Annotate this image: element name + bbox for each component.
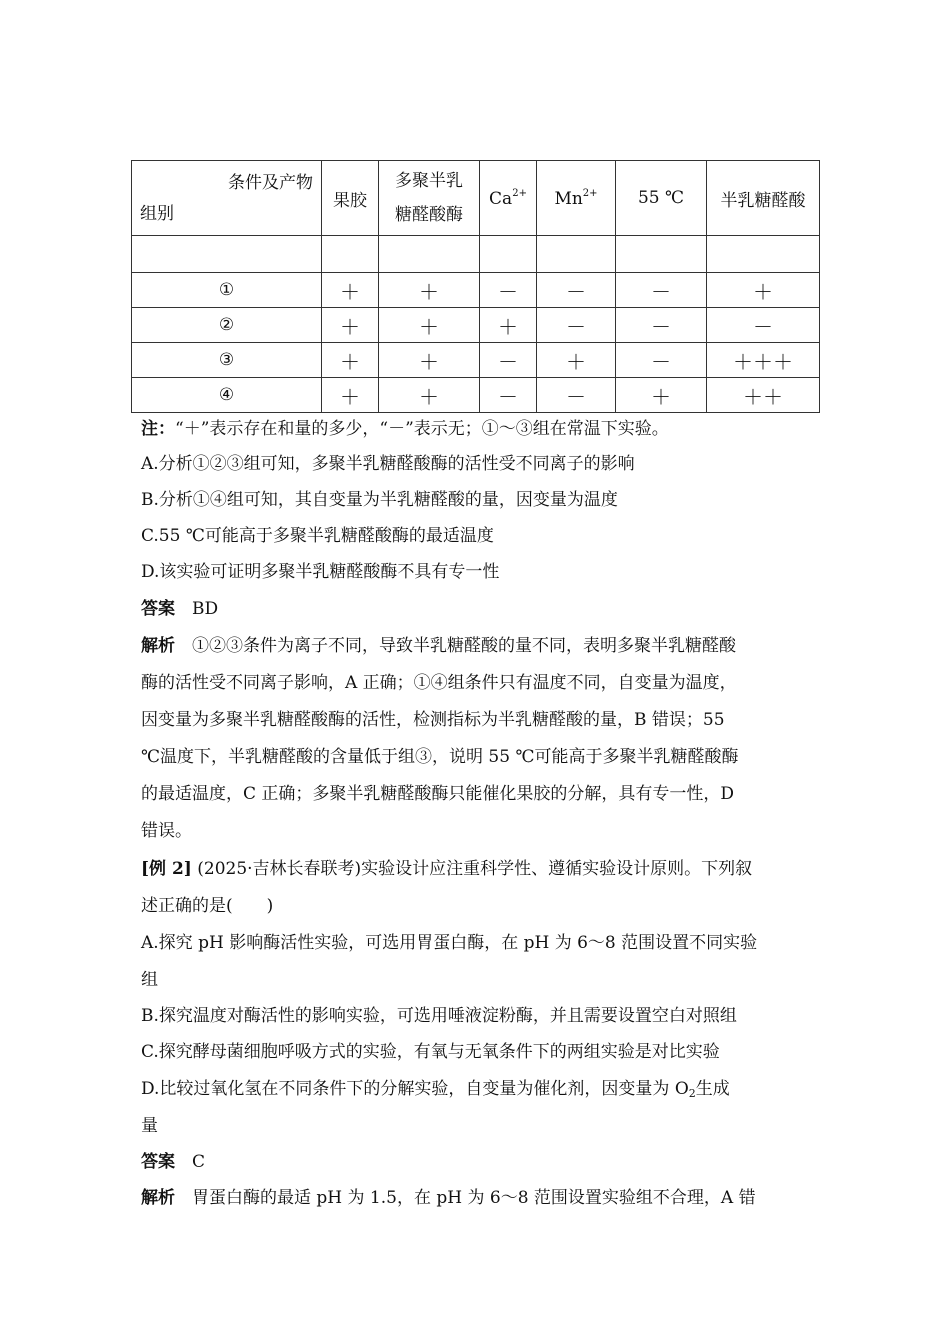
table-cell: ＋ (480, 308, 537, 343)
group-cell: ① (132, 273, 322, 308)
table-cell: ＋ (322, 343, 379, 378)
header-manganese: $Mn^{2+}$ (537, 161, 616, 236)
table-cell: ＋＋ (707, 378, 820, 413)
table-cell: － (480, 378, 537, 413)
experiment-table-container (131, 160, 819, 413)
table-row (132, 343, 820, 378)
table-cell: ＋ (379, 308, 480, 343)
group-cell: ④ (132, 378, 322, 413)
header-pectin: 果胶 (322, 161, 379, 236)
table-cell: ＋ (322, 273, 379, 308)
table-row (132, 308, 820, 343)
table-header-row (132, 161, 820, 236)
q1-analysis-line: 解析 ①②③条件为离子不同，导致半乳糖醛酸的量不同，表明多聚半乳糖醛酸 (141, 636, 736, 656)
q1-option-b: B.分析①④组可知，其自变量为半乳糖醛酸的量，因变量为温度 (141, 490, 618, 510)
q2-option-d: D.比较过氧化氢在不同条件下的分解实验，自变量为催化剂，因变量为 $O_2$生成 (141, 1079, 730, 1100)
q1-option-d: D.该实验可证明多聚半乳糖醛酸酶不具有专一性 (141, 562, 500, 582)
q1-option-a: A.分析①②③组可知，多聚半乳糖醛酸酶的活性受不同离子的影响 (141, 454, 635, 474)
example-2-stem: [例 2] (2025·吉林长春联考)实验设计应注重科学性、遵循实验设计原则。下列叙 (141, 859, 753, 879)
q1-analysis-line: 错误。 (141, 821, 192, 841)
header-temperature: 55 ℃ (616, 161, 707, 236)
table-row (132, 273, 820, 308)
table-cell: － (537, 378, 616, 413)
table-cell: ＋ (379, 273, 480, 308)
q2-option-d-cont: 量 (141, 1116, 158, 1136)
table-empty-row (132, 236, 820, 273)
table-cell: ＋＋＋ (707, 343, 820, 378)
table-cell: － (480, 273, 537, 308)
header-group-label: 组别 (140, 204, 174, 224)
table-cell: ＋ (616, 378, 707, 413)
experiment-table (131, 160, 820, 413)
table-cell: ＋ (322, 308, 379, 343)
header-corner-cell (132, 161, 322, 236)
group-cell: ③ (132, 343, 322, 378)
table-note: 注：“＋”表示存在和量的多少，“－”表示无；①～③组在常温下实验。 (141, 419, 669, 439)
table-cell: ＋ (322, 378, 379, 413)
q2-option-a-cont: 组 (141, 970, 158, 990)
q1-analysis-line: 酶的活性受不同离子影响，A 正确；①④组条件只有温度不同，自变量为温度， (141, 673, 737, 693)
q2-option-c: C.探究酵母菌细胞呼吸方式的实验，有氧与无氧条件下的两组实验是对比实验 (141, 1042, 720, 1062)
table-cell: － (537, 308, 616, 343)
header-galacturonic-acid: 半乳糖醛酸 (707, 161, 820, 236)
q1-analysis-line: 的最适温度，C 正确；多聚半乳糖醛酸酶只能催化果胶的分解，具有专一性，D (141, 784, 735, 804)
q1-option-c: C.55 ℃可能高于多聚半乳糖醛酸酶的最适温度 (141, 526, 494, 546)
table-cell: ＋ (537, 343, 616, 378)
table-cell: ＋ (707, 273, 820, 308)
q2-option-b: B.探究温度对酶活性的影响实验，可选用唾液淀粉酶，并且需要设置空白对照组 (141, 1006, 737, 1026)
q1-analysis-line: 因变量为多聚半乳糖醛酸酶的活性，检测指标为半乳糖醛酸的量，B 错误；55 (141, 710, 725, 730)
q2-option-a: A.探究 pH 影响酶活性实验，可选用胃蛋白酶，在 pH 为 6～8 范围设置不同实验 (141, 933, 758, 953)
header-conditions-label: 条件及产物 (228, 173, 313, 193)
example-2-stem-cont: 述正确的是( ) (141, 896, 274, 916)
table-cell: ＋ (379, 343, 480, 378)
table-cell: － (616, 308, 707, 343)
table-cell: ＋ (379, 378, 480, 413)
table-row (132, 378, 820, 413)
table-cell: － (480, 343, 537, 378)
table-cell: － (537, 273, 616, 308)
table-cell: － (616, 273, 707, 308)
q1-answer: 答案 BD (141, 599, 219, 619)
header-enzyme: 多聚半乳 糖醛酸酶 (379, 161, 480, 236)
q2-answer: 答案 C (141, 1152, 206, 1172)
table-cell: － (616, 343, 707, 378)
q1-analysis-line: ℃温度下，半乳糖醛酸的含量低于组③，说明 55 ℃可能高于多聚半乳糖醛酸酶 (141, 747, 739, 767)
table-cell: － (707, 308, 820, 343)
group-cell: ② (132, 308, 322, 343)
q2-analysis-line: 解析 胃蛋白酶的最适 pH 为 1.5，在 pH 为 6～8 范围设置实验组不合理，A 错 (141, 1188, 756, 1208)
header-calcium: $Ca^{2+}$ (480, 161, 537, 236)
